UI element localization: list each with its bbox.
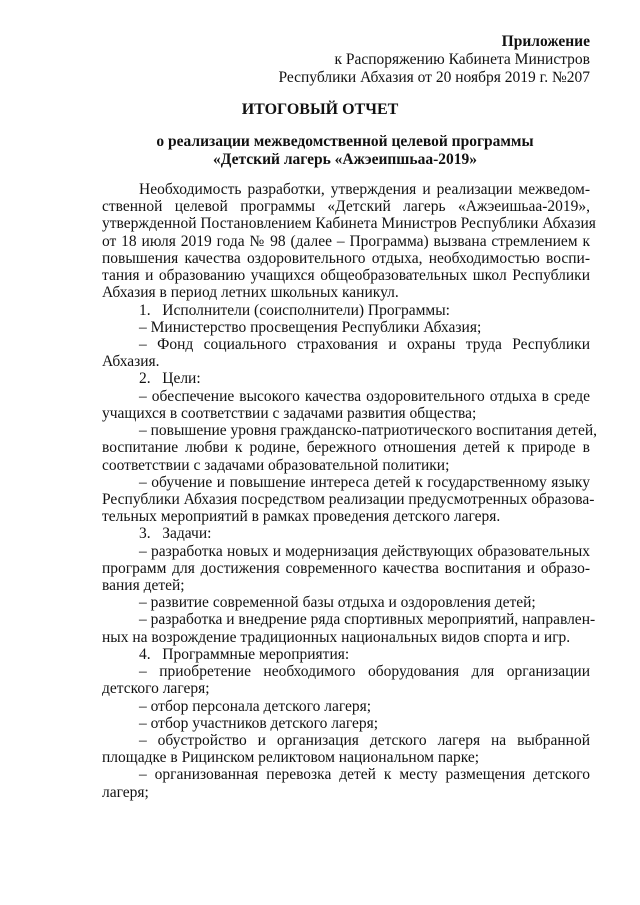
text-line: ных на возрождение традиционных национальных видов спорта и игр.	[102, 628, 571, 646]
paragraph	[102, 336, 590, 370]
appendix-reference: к Распоряжению Кабинета Министров	[334, 51, 590, 68]
text-line: – разработка и внедрение ряда спортивных мероприятий, направлен-	[139, 611, 596, 629]
text-line: Абхазия.	[102, 353, 160, 371]
text-line: вания детей;	[102, 577, 185, 595]
paragraph	[102, 698, 590, 715]
text-line: воспитание любви к родине, бережного отношения детей к природе в	[102, 439, 590, 457]
text-line: учащихся в соответствии с задачами развития общества;	[102, 404, 477, 422]
paragraph	[102, 473, 595, 526]
paragraph	[102, 302, 590, 319]
text-line: 2. Цели:	[139, 370, 201, 388]
paragraph	[102, 732, 590, 766]
text-line: – обустройство и организация детского лагеря на выбранной	[139, 732, 590, 749]
text-line: – обеспечение высокого качества оздоровительного отдыха в среде	[139, 387, 590, 405]
document-title: ИТОГОВЫЙ ОТЧЕТ	[241, 101, 399, 118]
text-line: Необходимость разработки, утверждения и реализации межведом-	[139, 181, 590, 198]
text-line: тания и образованию учащихся общеобразовательных школ Республики	[102, 267, 590, 285]
document-subtitle	[0, 133, 640, 168]
appendix-header	[278, 33, 590, 87]
paragraph	[102, 715, 590, 732]
paragraph	[102, 388, 590, 422]
text-line: – повышение уровня гражданско-патриотического воспитания детей,	[139, 422, 597, 440]
document-body	[102, 181, 597, 801]
appendix-label: Приложение	[501, 33, 590, 50]
paragraph	[102, 370, 590, 387]
text-line: ственной целевой программы «Детский лагерь «Ажэеишьаа-2019»,	[102, 198, 590, 216]
paragraph	[102, 594, 590, 611]
text-line: детского лагеря;	[102, 680, 210, 698]
text-line: – обучение и повышение интереса детей к государственному языку	[139, 473, 590, 491]
text-line: тельных мероприятий в рамках проведения детского лагеря.	[102, 508, 501, 526]
paragraph	[102, 543, 590, 595]
text-line: утвержденной Постановлением Кабинета Министров Республики Абхазия	[102, 215, 596, 233]
text-line: повышения качества оздоровительного отдыха, необходимостью воспи-	[102, 249, 590, 267]
appendix-date-number: Республики Абхазия от 20 ноября 2019 г. №207	[278, 69, 590, 86]
paragraph	[102, 422, 597, 474]
paragraph	[102, 663, 590, 697]
paragraph	[102, 181, 596, 302]
text-line: – отбор персонала детского лагеря;	[139, 697, 372, 715]
paragraph	[102, 611, 596, 646]
text-line: 3. Задачи:	[139, 525, 212, 543]
text-line: – Фонд социального страхования и охраны труда Республики	[139, 335, 590, 353]
subtitle-line: о реализации межведомственной целевой программы	[156, 133, 534, 150]
paragraph	[102, 766, 590, 800]
subtitle-line: «Детский лагерь «Ажэеипшьаа-2019»	[213, 150, 477, 168]
text-line: – организованная перевозка детей к месту размещения детского	[139, 766, 590, 784]
text-line: Абхазия в период летних школьных каникул.	[102, 284, 399, 302]
text-line: 4. Программные мероприятия:	[139, 645, 350, 663]
paragraph	[102, 525, 590, 542]
text-line: соответствии с задачами образовательной политики;	[102, 456, 450, 474]
text-line: лагеря;	[102, 783, 149, 801]
text-line: от 18 июля 2019 года № 98 (далее – Программа) вызвана стремлением к	[102, 232, 590, 250]
text-line: – развитие современной базы отдыха и оздоровления детей;	[139, 594, 536, 612]
text-line: – разработка новых и модернизация действующих образовательных	[139, 542, 590, 560]
paragraph	[102, 319, 590, 336]
text-line: – отбор участников детского лагеря;	[139, 714, 379, 732]
text-line: Республики Абхазия посредством реализации предусмотренных образова-	[102, 490, 595, 508]
text-line: 1. Исполнители (соисполнители) Программы:	[139, 301, 450, 319]
text-line: программ для достижения современного качества воспитания и образо-	[102, 559, 590, 577]
paragraph	[102, 646, 590, 663]
text-line: площадке в Рицинском реликтовом национальном парке;	[102, 749, 480, 767]
text-line: – приобретение необходимого оборудования для организации	[139, 663, 590, 681]
text-line: – Министерство просвещения Республики Абхазия;	[139, 318, 482, 336]
